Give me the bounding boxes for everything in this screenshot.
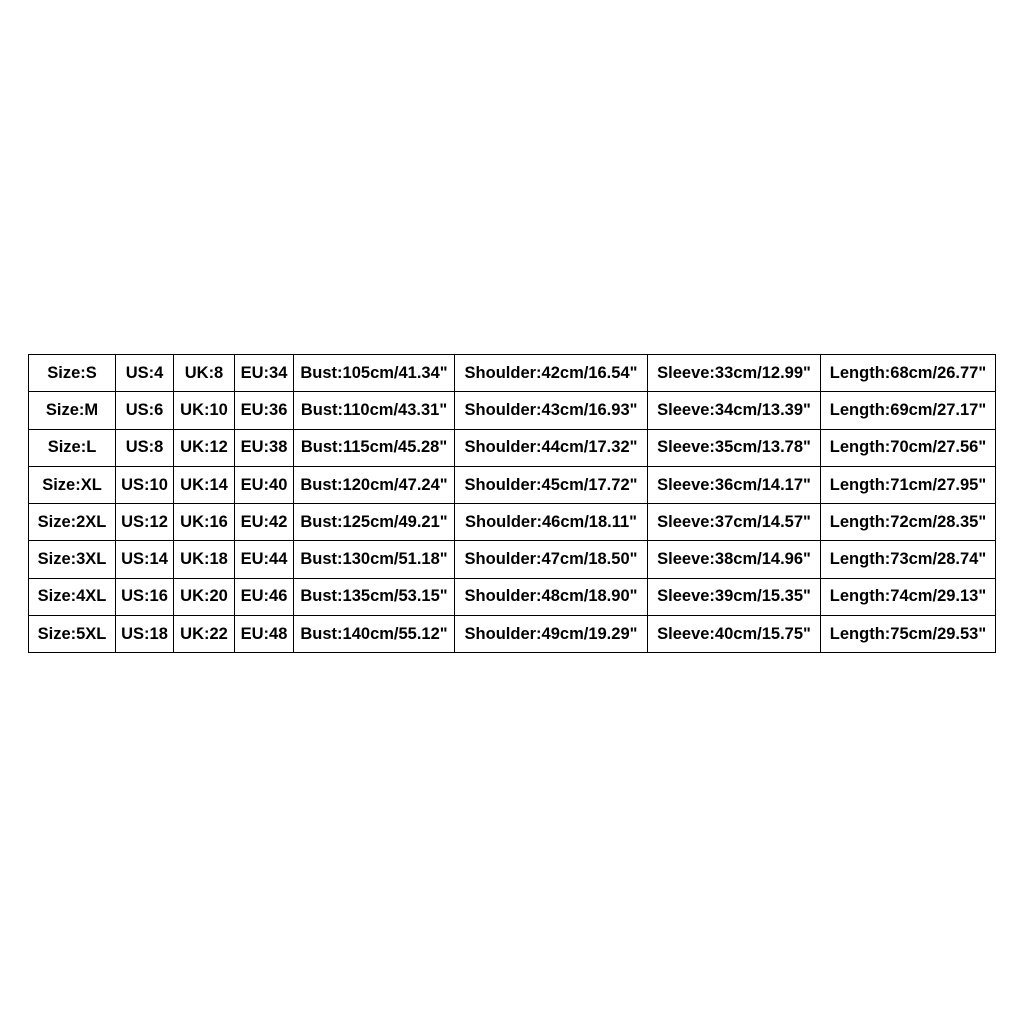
size-cell: Size:L [29,429,116,466]
table-row [29,504,996,541]
size-cell: Size:2XL [29,504,116,541]
sleeve-cell: Sleeve:38cm/14.96" [648,541,821,578]
us-size-cell: US:10 [116,466,174,503]
sleeve-cell: Sleeve:35cm/13.78" [648,429,821,466]
table-row [29,355,996,392]
length-cell: Length:70cm/27.56" [821,429,996,466]
size-chart-body [29,355,996,653]
length-cell: Length:69cm/27.17" [821,392,996,429]
us-size-cell: US:8 [116,429,174,466]
length-cell: Length:74cm/29.13" [821,578,996,615]
bust-cell: Bust:140cm/55.12" [294,616,455,653]
table-row [29,616,996,653]
us-size-cell: US:16 [116,578,174,615]
us-size-cell: US:4 [116,355,174,392]
sleeve-cell: Sleeve:34cm/13.39" [648,392,821,429]
length-cell: Length:75cm/29.53" [821,616,996,653]
table-row [29,392,996,429]
eu-size-cell: EU:42 [235,504,294,541]
length-cell: Length:72cm/28.35" [821,504,996,541]
shoulder-cell: Shoulder:48cm/18.90" [455,578,648,615]
shoulder-cell: Shoulder:46cm/18.11" [455,504,648,541]
uk-size-cell: UK:18 [174,541,235,578]
shoulder-cell: Shoulder:43cm/16.93" [455,392,648,429]
eu-size-cell: EU:48 [235,616,294,653]
uk-size-cell: UK:22 [174,616,235,653]
sleeve-cell: Sleeve:33cm/12.99" [648,355,821,392]
size-cell: Size:M [29,392,116,429]
uk-size-cell: UK:20 [174,578,235,615]
sleeve-cell: Sleeve:39cm/15.35" [648,578,821,615]
eu-size-cell: EU:34 [235,355,294,392]
table-row [29,466,996,503]
bust-cell: Bust:120cm/47.24" [294,466,455,503]
shoulder-cell: Shoulder:44cm/17.32" [455,429,648,466]
length-cell: Length:71cm/27.95" [821,466,996,503]
eu-size-cell: EU:46 [235,578,294,615]
bust-cell: Bust:115cm/45.28" [294,429,455,466]
size-cell: Size:S [29,355,116,392]
uk-size-cell: UK:8 [174,355,235,392]
bust-cell: Bust:125cm/49.21" [294,504,455,541]
size-cell: Size:XL [29,466,116,503]
shoulder-cell: Shoulder:47cm/18.50" [455,541,648,578]
uk-size-cell: UK:12 [174,429,235,466]
length-cell: Length:68cm/26.77" [821,355,996,392]
uk-size-cell: UK:10 [174,392,235,429]
bust-cell: Bust:135cm/53.15" [294,578,455,615]
table-row [29,429,996,466]
shoulder-cell: Shoulder:45cm/17.72" [455,466,648,503]
us-size-cell: US:14 [116,541,174,578]
size-cell: Size:4XL [29,578,116,615]
size-chart-table [28,354,996,653]
uk-size-cell: UK:16 [174,504,235,541]
shoulder-cell: Shoulder:49cm/19.29" [455,616,648,653]
us-size-cell: US:18 [116,616,174,653]
size-cell: Size:5XL [29,616,116,653]
sleeve-cell: Sleeve:37cm/14.57" [648,504,821,541]
us-size-cell: US:6 [116,392,174,429]
sleeve-cell: Sleeve:40cm/15.75" [648,616,821,653]
eu-size-cell: EU:44 [235,541,294,578]
length-cell: Length:73cm/28.74" [821,541,996,578]
sleeve-cell: Sleeve:36cm/14.17" [648,466,821,503]
bust-cell: Bust:110cm/43.31" [294,392,455,429]
table-row [29,541,996,578]
eu-size-cell: EU:38 [235,429,294,466]
eu-size-cell: EU:40 [235,466,294,503]
us-size-cell: US:12 [116,504,174,541]
uk-size-cell: UK:14 [174,466,235,503]
eu-size-cell: EU:36 [235,392,294,429]
shoulder-cell: Shoulder:42cm/16.54" [455,355,648,392]
bust-cell: Bust:105cm/41.34" [294,355,455,392]
size-cell: Size:3XL [29,541,116,578]
table-row [29,578,996,615]
bust-cell: Bust:130cm/51.18" [294,541,455,578]
